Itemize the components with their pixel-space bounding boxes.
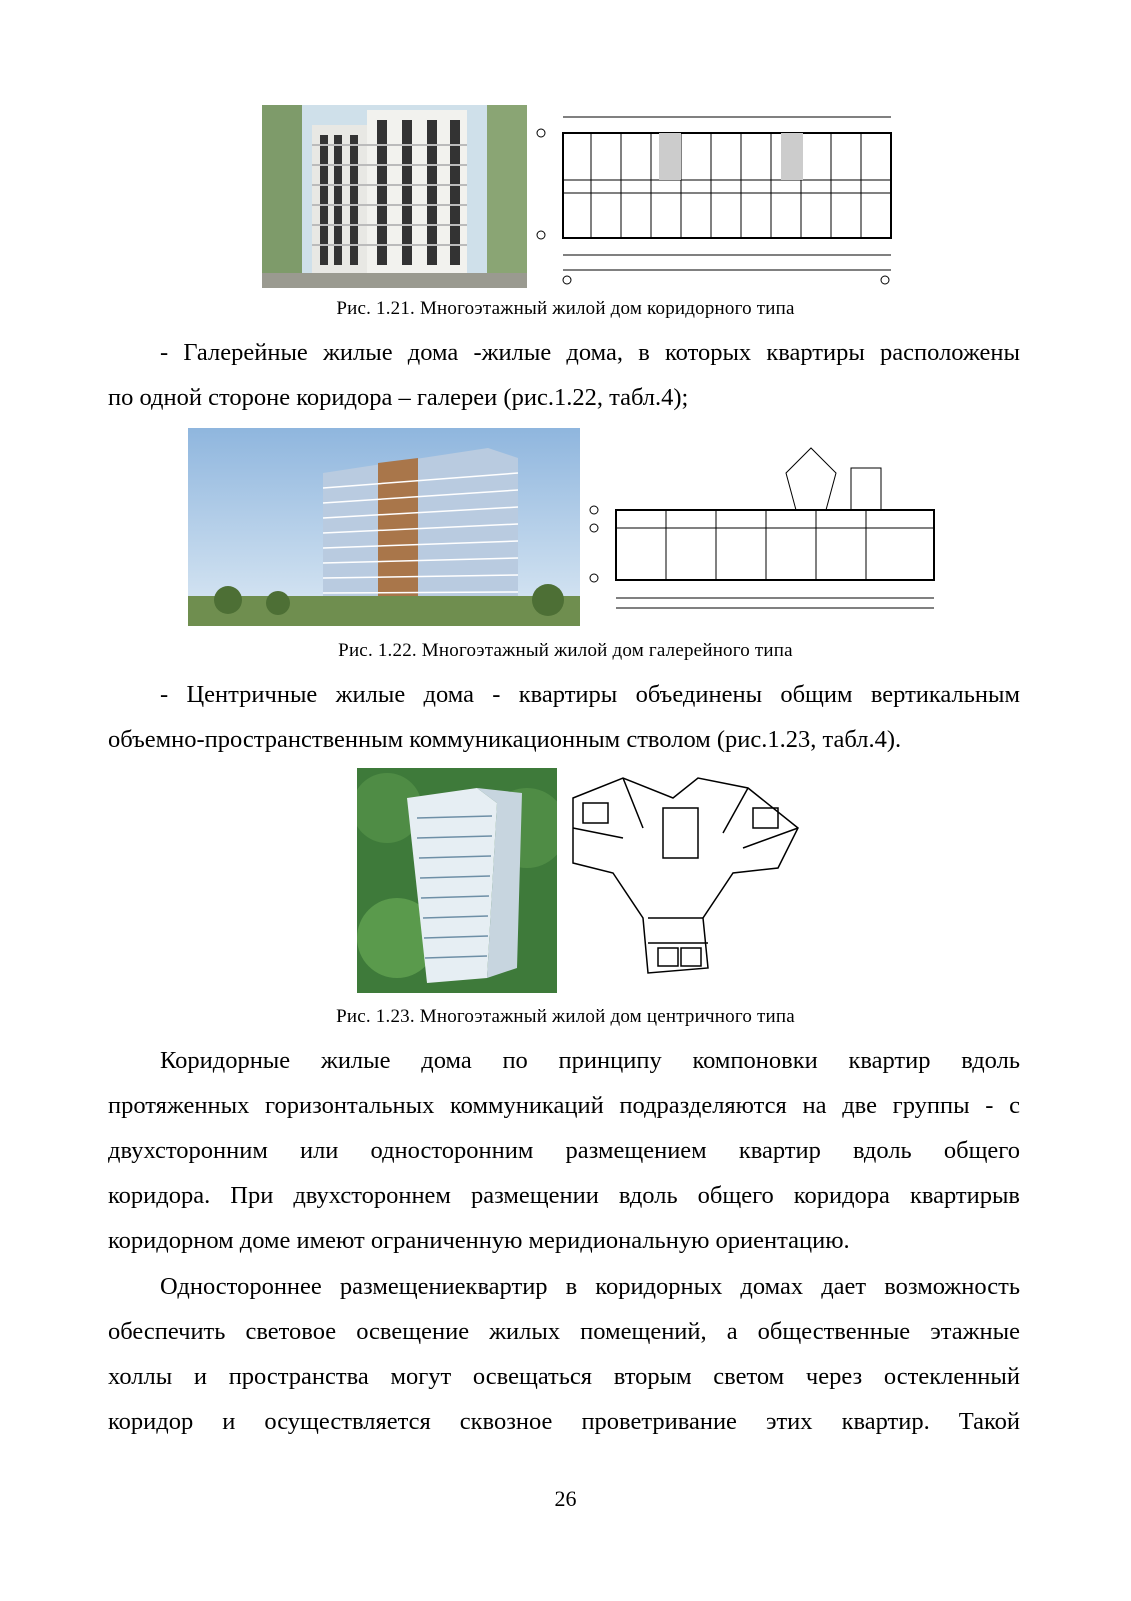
building-photo-centric bbox=[357, 768, 557, 993]
floor-plan-gallery bbox=[586, 428, 958, 626]
text-line: коридор и осуществляется сквозное проветривание этих квартир. Такой bbox=[108, 1408, 1020, 1435]
text-line: - Галерейные жилые дома -жилые дома, в которых квартиры расположены bbox=[160, 339, 1020, 366]
figure-caption: Рис. 1.23. Многоэтажный жилой дом центричного типа bbox=[336, 1006, 795, 1027]
figure-caption: Рис. 1.22. Многоэтажный жилой дом галерейного типа bbox=[338, 640, 793, 661]
figure-1-21 bbox=[262, 105, 903, 288]
figure-caption: Рис. 1.21. Многоэтажный жилой дом коридорного типа bbox=[336, 298, 795, 319]
page-number: 26 bbox=[554, 1486, 577, 1511]
text-line: холлы и пространства могут освещаться вторым светом через остекленный bbox=[108, 1363, 1020, 1390]
figure-1-23 bbox=[357, 768, 803, 993]
text-line: коридорном доме имеют ограниченную меридиональную ориентацию. bbox=[108, 1227, 850, 1254]
building-photo-corridor bbox=[262, 105, 527, 288]
text-line: по одной стороне коридора – галереи (рис.1.22, табл.4); bbox=[108, 384, 689, 411]
figure-1-22 bbox=[188, 428, 958, 626]
text-line: коридора. При двухстороннем размещении вдоль общего коридора квартирыв bbox=[108, 1182, 1020, 1209]
paragraph-gallery-houses bbox=[108, 330, 1020, 420]
floor-plan-corridor bbox=[531, 105, 903, 288]
paragraph-one-sided-placement bbox=[108, 1264, 1020, 1444]
building-photo-gallery bbox=[188, 428, 580, 626]
text-line: двухсторонним или односторонним размещением квартир вдоль общего bbox=[108, 1137, 1020, 1164]
paragraph-corridor-houses bbox=[108, 1038, 1020, 1263]
text-line: Коридорные жилые дома по принципу компоновки квартир вдоль bbox=[160, 1047, 1020, 1074]
paragraph-centric-houses bbox=[108, 672, 1020, 762]
text-line: обеспечить световое освещение жилых помещений, а общественные этажные bbox=[108, 1318, 1020, 1345]
floor-plan-centric bbox=[563, 768, 803, 978]
text-line: Одностороннее размещениеквартир в коридорных домах дает возможность bbox=[160, 1273, 1020, 1300]
text-line: объемно-пространственным коммуникационным стволом (рис.1.23, табл.4). bbox=[108, 726, 902, 753]
text-line: протяженных горизонтальных коммуникаций подразделяются на две группы - с bbox=[108, 1092, 1020, 1119]
text-line: - Центричные жилые дома - квартиры объединены общим вертикальным bbox=[160, 681, 1020, 708]
